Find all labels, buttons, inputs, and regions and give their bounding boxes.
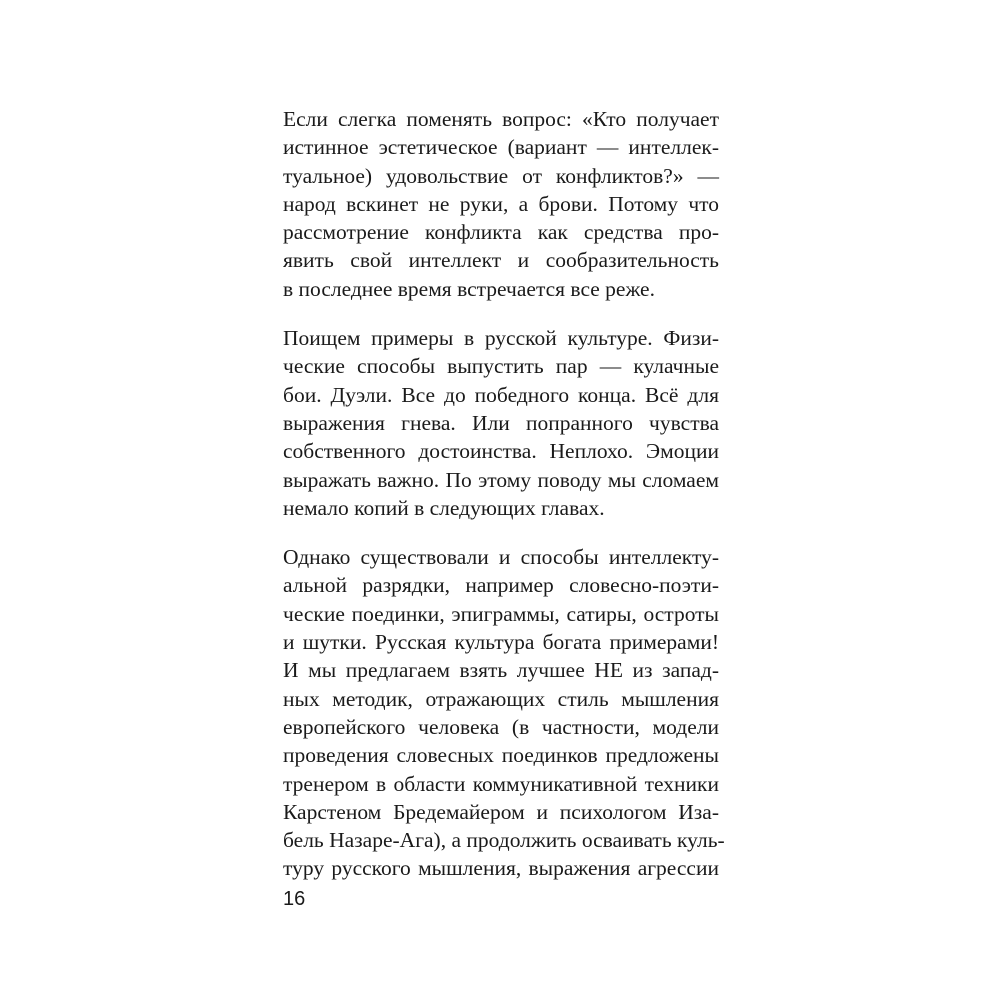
page-number: 16 <box>283 888 306 910</box>
paragraph-3 <box>283 543 725 883</box>
text-line: Если слегка поменять вопрос: «Кто получает <box>283 107 719 131</box>
text-line: ческие поединки, эпиграммы, сатиры, остроты <box>283 601 719 626</box>
text-line: истинное эстетическое (вариант — интеллек- <box>283 135 719 160</box>
text-line: туру русского мышления, выражения агрессии <box>283 856 719 881</box>
text-line: тренером в области коммуникативной техники <box>283 771 719 796</box>
text-line: проведения словесных поединков предложены <box>283 743 719 768</box>
paragraph-1 <box>283 105 719 303</box>
text-line: И мы предлагаем взять лучшее НЕ из запад- <box>283 658 719 683</box>
text-line: Поищем примеры в русской культуре. Физи- <box>283 326 719 351</box>
text-line: явить свой интеллект и сообразительность <box>283 248 719 273</box>
text-line: выражения гнева. Или попранного чувства <box>283 410 719 435</box>
text-line: собственного достоинства. Неплохо. Эмоции <box>283 439 719 464</box>
text-line: европейского человека (в частности, модели <box>283 714 719 739</box>
text-line: ческие способы выпустить пар — кулачные <box>283 354 719 379</box>
text-line: Однако существовали и способы интеллекту- <box>283 545 719 570</box>
text-line: туальное) удовольствие от конфликтов?» — <box>283 163 719 188</box>
text-line: в последнее время встречается все реже. <box>283 276 655 301</box>
text-line: Карстеном Бредемайером и психологом Иза- <box>283 799 719 824</box>
text-line: немало копий в следующих главах. <box>283 495 605 520</box>
text-line: альной разрядки, например словесно-поэти- <box>283 573 719 598</box>
text-line: бель Назаре-Ага), а продолжить осваивать куль- <box>283 828 725 853</box>
text-line: ных методик, отражающих стиль мышления <box>283 686 719 711</box>
paragraph-2 <box>283 324 719 522</box>
text-line: рассмотрение конфликта как средства про- <box>283 220 719 245</box>
body-text <box>283 105 725 904</box>
text-line: выражать важно. По этому поводу мы сломаем <box>283 467 719 492</box>
text-line: народ вскинет не руки, а брови. Потому что <box>283 191 719 216</box>
text-line: и шутки. Русская культура богата примерами! <box>283 630 719 655</box>
text-line: бои. Дуэли. Все до победного конца. Всё для <box>283 382 719 407</box>
